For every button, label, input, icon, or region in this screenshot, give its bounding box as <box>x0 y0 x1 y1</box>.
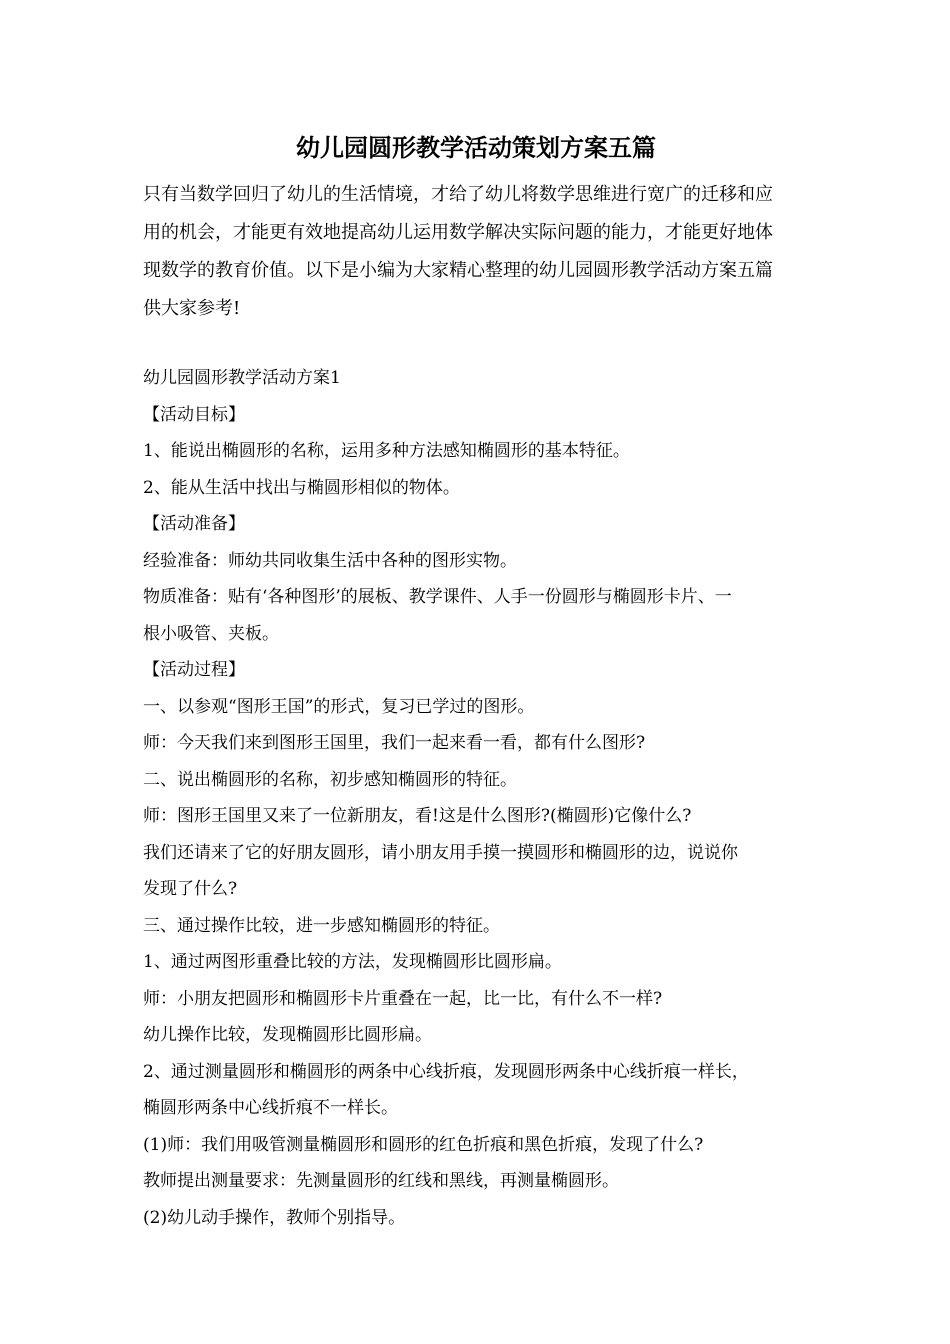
body-line: 师：图形王国里又来了一位新朋友，看!这是什么图形?(椭圆形)它像什么? <box>143 806 692 826</box>
section-heading: 幼儿园圆形教学活动方案1 <box>143 368 341 388</box>
body-line: 1、能说出椭圆形的名称，运用多种方法感知椭圆形的基本特征。 <box>143 441 630 461</box>
body-line: 椭圆形两条中心线折痕不一样长。 <box>143 1098 398 1118</box>
section-label: 【活动目标】 <box>143 404 245 425</box>
intro-line: 只有当数学回归了幼儿的生活情境，才给了幼儿将数学思维进行宽广的迁移和应 <box>143 184 773 205</box>
plan-body <box>143 360 809 1236</box>
body-line: (2)幼儿动手操作，教师个别指导。 <box>143 1207 406 1228</box>
body-line: 幼儿操作比较，发现椭圆形比圆形扁。 <box>143 1025 432 1045</box>
body-line: 发现了什么? <box>143 879 238 899</box>
body-line: (1)师：我们用吸管测量椭圆形和圆形的红色折痕和黑色折痕，发现了什么? <box>143 1134 704 1155</box>
body-line: 三、通过操作比较，进一步感知椭圆形的特征。 <box>143 915 500 936</box>
body-line: 2、通过测量圆形和椭圆形的两条中心线折痕，发现圆形两条中心线折痕一样长， <box>143 1061 749 1082</box>
body-line: 经验准备：师幼共同收集生活中各种的图形实物。 <box>143 550 517 571</box>
body-line: 师：今天我们来到图形王国里，我们一起来看一看，都有什么图形? <box>143 733 646 753</box>
document-page <box>143 128 809 1236</box>
intro-line: 现数学的教育价值。以下是小编为大家精心整理的幼儿园圆形教学活动方案五篇 <box>143 260 773 281</box>
section-label: 【活动准备】 <box>143 514 245 534</box>
document-title: 幼儿园圆形教学活动策划方案五篇 <box>296 133 656 162</box>
intro-line: 供大家参考! <box>143 298 241 319</box>
body-line: 物质准备：贴有‘各种图形’的展板、教学课件、人手一份圆形与椭圆形卡片、一 <box>143 587 732 607</box>
body-line: 二、说出椭圆形的名称，初步感知椭圆形的特征。 <box>143 769 517 790</box>
body-line: 我们还请来了它的好朋友圆形，请小朋友用手摸一摸圆形和椭圆形的边，说说你 <box>143 842 738 863</box>
intro-paragraph <box>143 176 809 328</box>
body-line: 师：小朋友把圆形和椭圆形卡片重叠在一起，比一比，有什么不一样? <box>143 988 663 1009</box>
body-line: 2、能从生活中找出与椭圆形相似的物体。 <box>143 477 460 498</box>
body-line: 根小吸管、夹板。 <box>143 623 279 644</box>
body-line: 1、通过两图形重叠比较的方法，发现椭圆形比圆形扁。 <box>143 952 562 972</box>
section-label: 【活动过程】 <box>143 660 245 680</box>
body-line: 教师提出测量要求：先测量圆形的红线和黑线，再测量椭圆形。 <box>143 1171 619 1191</box>
body-line: 一、以参观“图形王国”的形式，复习已学过的图形。 <box>143 696 535 717</box>
intro-line: 用的机会，才能更有效地提高幼儿运用数学解决实际问题的能力，才能更好地体 <box>143 222 773 243</box>
